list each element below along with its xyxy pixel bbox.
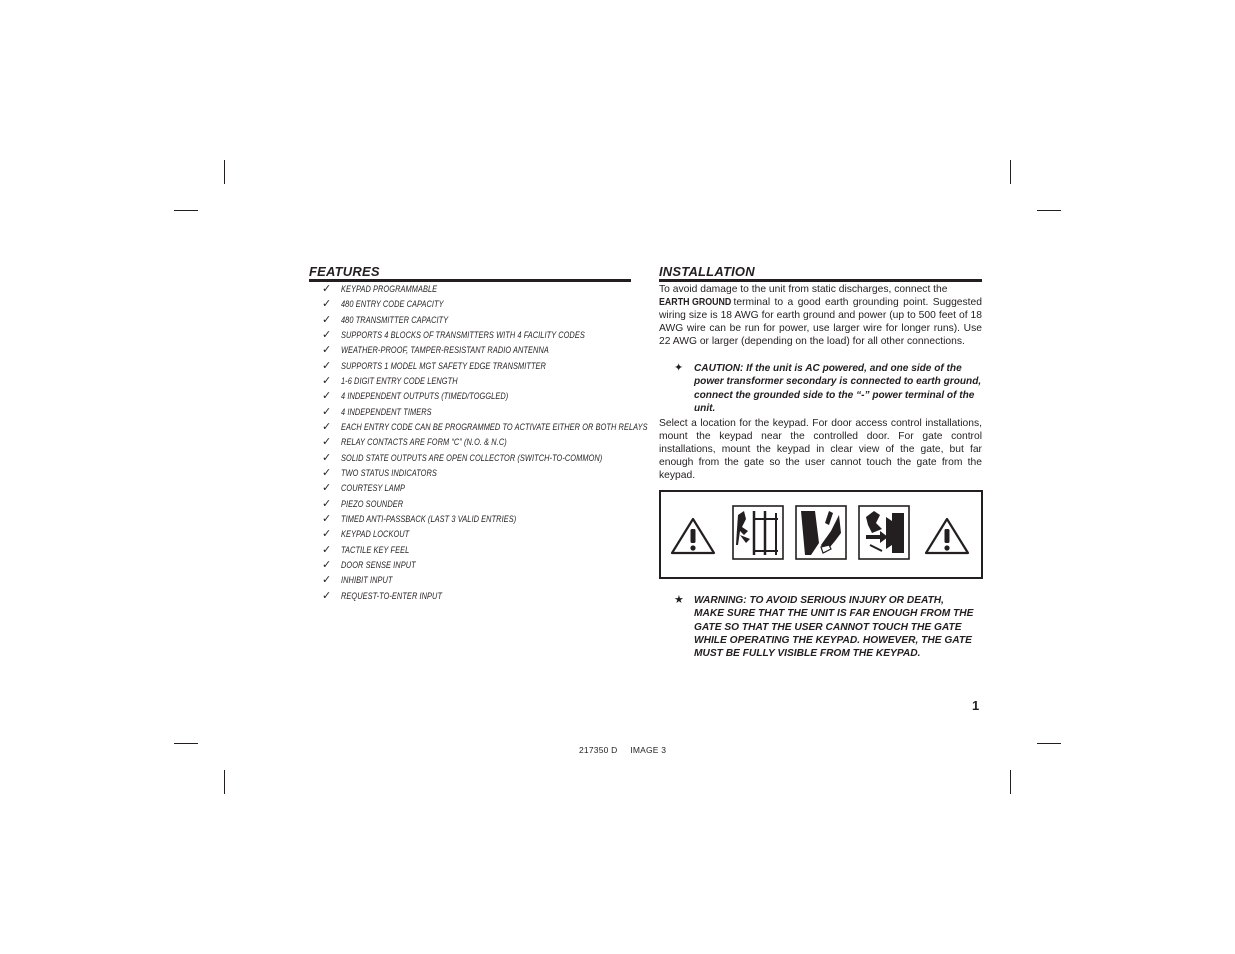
crop-mark-top-left-horizontal xyxy=(174,210,198,211)
checkmark-icon: ✓ xyxy=(322,344,332,357)
feature-text: EACH ENTRY CODE CAN BE PROGRAMMED TO ACTIVATE EITHER OR BOTH RELAYS xyxy=(341,422,648,433)
document-footer: 217350 D IMAGE 3 xyxy=(579,745,667,755)
grounding-paragraph: To avoid damage to the unit from static discharges, connect the EARTH GROUND terminal to a good earth grounding point. Suggested wiring size is 18 AWG for earth ground and power (up to 500 feet of 18 AWG wire can be run for power, use larger wire for longer runs). Use 22 AWG or larger (depending on the load) for all other connections. xyxy=(659,284,982,348)
checkmark-icon: ✓ xyxy=(322,543,332,556)
feature-text: COURTESY LAMP xyxy=(341,483,405,494)
warning-triangle-icon xyxy=(923,516,971,556)
feature-list-item xyxy=(322,527,715,542)
checkmark-icon: ✓ xyxy=(322,359,332,372)
checkmark-icon: ✓ xyxy=(322,436,332,449)
checkmark-icon: ✓ xyxy=(322,421,332,434)
earth-ground-term: EARTH GROUND xyxy=(659,297,732,309)
feature-list-item xyxy=(322,466,715,481)
caution-note xyxy=(674,362,986,415)
caution-text: CAUTION: If the unit is AC powered, and one side of the power transformer secondary is connected to earth ground, connect the grounded side to the “-” power terminal of the unit. xyxy=(694,363,982,414)
page-number: 1 xyxy=(972,698,980,713)
feature-text: 480 ENTRY CODE CAPACITY xyxy=(341,299,444,310)
crop-mark-top-right-horizontal xyxy=(1037,210,1061,211)
feature-text: 480 TRANSMITTER CAPACITY xyxy=(341,314,449,325)
feature-list-item xyxy=(322,389,715,404)
feature-text: RELAY CONTACTS ARE FORM “C” (N.O. & N.C) xyxy=(341,437,507,448)
feature-text: 4 INDEPENDENT OUTPUTS (TIMED/TOGGLED) xyxy=(341,391,509,402)
feature-list-item xyxy=(322,497,715,512)
feature-list-item xyxy=(322,435,715,450)
warning-triangle-icon xyxy=(669,516,717,556)
warning-star-icon: ★ xyxy=(674,594,684,606)
feature-list-item xyxy=(322,420,715,435)
crop-mark-top-right-vertical xyxy=(1010,160,1011,184)
location-paragraph: Select a location for the keypad. For door access control installations, mount the keypad near the controlled door. For gate control installations, mount the keypad in clear view of the gate, but far enough from the gate so the user cannot touch the gate from the keypad. xyxy=(659,418,982,482)
checkmark-icon: ✓ xyxy=(322,482,332,495)
warning-text: WARNING: TO AVOID SERIOUS INJURY OR DEATH, MAKE SURE THAT THE UNIT IS FAR ENOUGH FROM THE GATE SO THAT THE USER CANNOT TOUCH THE GATE WHILE OPERATING THE KEYPAD. HOWEVER, THE GATE MUST BE FULLY VISIBLE FROM THE KEYPAD. xyxy=(694,595,974,660)
checkmark-icon: ✓ xyxy=(322,451,332,464)
checkmark-icon: ✓ xyxy=(322,390,332,403)
checkmark-icon: ✓ xyxy=(322,283,332,296)
checkmark-icon: ✓ xyxy=(322,528,332,541)
gate-entrapment-icon xyxy=(732,505,784,560)
feature-text: 4 INDEPENDENT TIMERS xyxy=(341,406,432,417)
feature-text: KEYPAD PROGRAMMABLE xyxy=(341,284,438,295)
crop-mark-bottom-left-vertical xyxy=(224,770,225,794)
feature-text: KEYPAD LOCKOUT xyxy=(341,529,410,540)
feature-list-item xyxy=(322,374,715,389)
crop-mark-bottom-right-vertical xyxy=(1010,770,1011,794)
feature-list-item xyxy=(322,573,715,588)
feature-list-item xyxy=(322,558,715,573)
features-heading: FEATURES xyxy=(309,264,380,279)
feature-text: SUPPORTS 1 MODEL MGT SAFETY EDGE TRANSMITTER xyxy=(341,360,546,371)
crop-mark-bottom-left-horizontal xyxy=(174,743,198,744)
feature-list-item xyxy=(322,343,715,358)
checkmark-icon: ✓ xyxy=(322,574,332,587)
feature-list-item xyxy=(322,328,715,343)
installation-heading: INSTALLATION xyxy=(659,264,755,279)
feature-list-item xyxy=(322,359,715,374)
feature-list-item xyxy=(322,451,715,466)
feature-list-item xyxy=(322,589,715,604)
checkmark-icon: ✓ xyxy=(322,313,332,326)
crop-mark-bottom-right-horizontal xyxy=(1037,743,1061,744)
checkmark-icon: ✓ xyxy=(322,497,332,510)
checkmark-icon: ✓ xyxy=(322,467,332,480)
feature-text: TIMED ANTI-PASSBACK (LAST 3 VALID ENTRIES) xyxy=(341,514,517,525)
features-list xyxy=(322,282,715,604)
installation-heading-rule xyxy=(659,279,982,282)
feature-list-item xyxy=(322,282,715,297)
checkmark-icon: ✓ xyxy=(322,559,332,572)
feature-list-item xyxy=(322,481,715,496)
feature-text: TWO STATUS INDICATORS xyxy=(341,468,437,479)
impact-hazard-icon xyxy=(858,505,910,560)
feature-list-item xyxy=(322,543,715,558)
warning-note xyxy=(674,594,974,660)
caution-star-icon: ✦ xyxy=(674,362,684,374)
feature-text: 1-6 DIGIT ENTRY CODE LENGTH xyxy=(341,376,458,387)
checkmark-icon: ✓ xyxy=(322,513,332,526)
feature-text: WEATHER-PROOF, TAMPER-RESISTANT RADIO ANTENNA xyxy=(341,345,549,356)
crush-hazard-icon xyxy=(795,505,847,560)
checkmark-icon: ✓ xyxy=(322,298,332,311)
checkmark-icon: ✓ xyxy=(322,589,332,602)
feature-text: INHIBIT INPUT xyxy=(341,575,393,586)
feature-text: PIEZO SOUNDER xyxy=(341,498,404,509)
feature-text: DOOR SENSE INPUT xyxy=(341,560,416,571)
feature-text: SUPPORTS 4 BLOCKS OF TRANSMITTERS WITH 4 FACILITY CODES xyxy=(341,330,585,341)
safety-symbols-panel xyxy=(659,490,983,579)
feature-text: SOLID STATE OUTPUTS ARE OPEN COLLECTOR (SWITCH-TO-COMMON) xyxy=(341,452,603,463)
checkmark-icon: ✓ xyxy=(322,329,332,342)
checkmark-icon: ✓ xyxy=(322,375,332,388)
feature-list-item xyxy=(322,313,715,328)
crop-mark-top-left-vertical xyxy=(224,160,225,184)
feature-list-item xyxy=(322,297,715,312)
feature-text: TACTILE KEY FEEL xyxy=(341,544,410,555)
feature-list-item xyxy=(322,405,715,420)
feature-text: REQUEST-TO-ENTER INPUT xyxy=(341,590,443,601)
checkmark-icon: ✓ xyxy=(322,405,332,418)
feature-list-item xyxy=(322,512,715,527)
